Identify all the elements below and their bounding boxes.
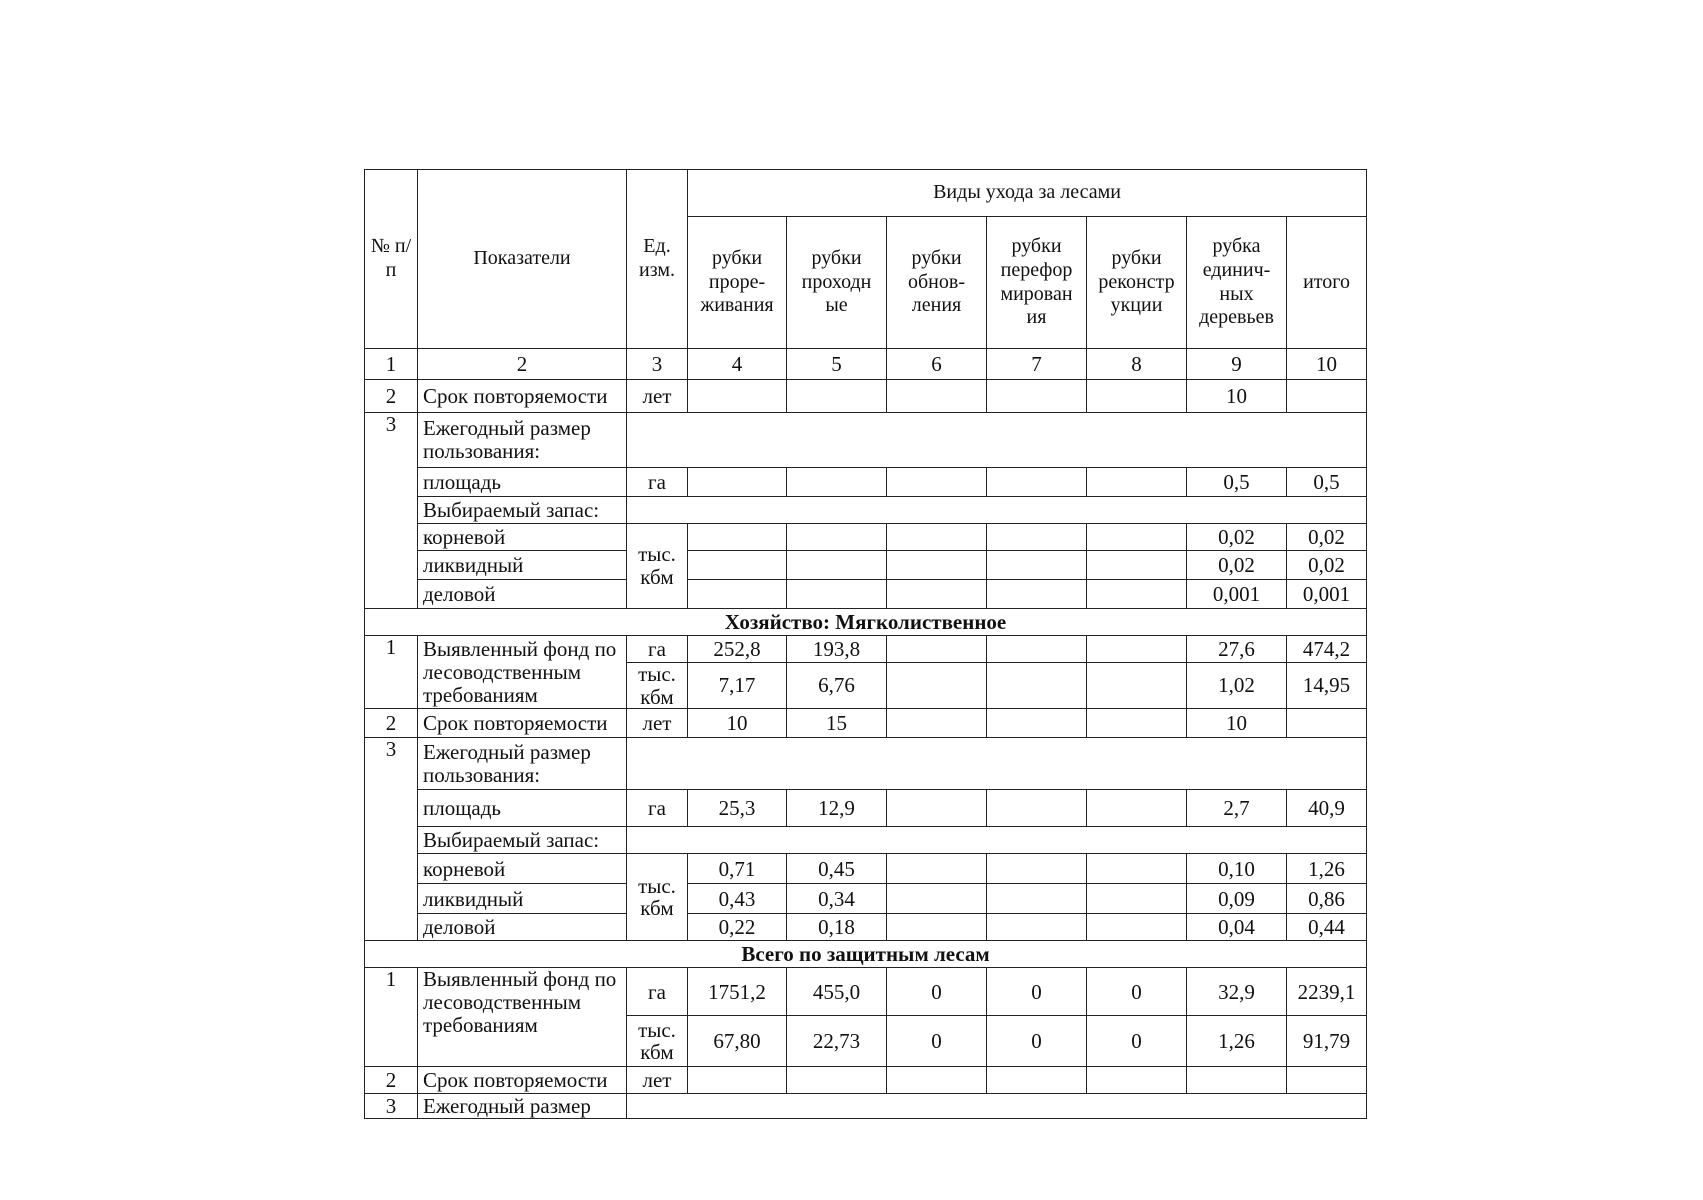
row-unit: тыс. кбм [627,1016,688,1067]
row-num: 3 [365,738,418,941]
cell-value: 0,02 [1287,551,1367,580]
header-type: рубки проходн ые [787,217,887,349]
empty-cell [627,738,1367,790]
cell-value: 0,22 [688,914,787,941]
cell-value [987,524,1087,551]
table-row [365,1094,1367,1119]
cell-value [1287,380,1367,413]
cell-value [987,790,1087,827]
cell-value [987,551,1087,580]
cell-value: 1751,2 [688,968,787,1016]
cell-value [1087,790,1187,827]
cell-value [688,1067,787,1094]
table-row [365,884,1367,914]
row-num: 3 [365,413,418,609]
cell-value [987,854,1087,884]
cell-value [787,580,887,609]
cell-value: 0,86 [1287,884,1367,914]
cell-value [688,524,787,551]
table-row [365,914,1367,941]
cell-value [1087,551,1187,580]
column-number: 2 [418,349,627,380]
cell-value [887,884,987,914]
table-row [365,497,1367,524]
cell-value [887,636,987,663]
cell-value [1087,636,1187,663]
table-row [365,827,1367,854]
cell-value: 0,71 [688,854,787,884]
column-number: 4 [688,349,787,380]
column-number: 9 [1187,349,1287,380]
cell-value: 12,9 [787,790,887,827]
cell-value [787,1067,887,1094]
cell-value: 0,44 [1287,914,1367,941]
row-label: Срок повторяемости [418,709,627,738]
row-label: ликвидный [418,884,627,914]
column-number: 1 [365,349,418,380]
header-type: рубки обнов-ления [887,217,987,349]
cell-value [987,914,1087,941]
cell-value: 0,02 [1187,551,1287,580]
column-number: 8 [1087,349,1187,380]
cell-value: 1,26 [1187,1016,1287,1067]
cell-value: 0,5 [1187,468,1287,497]
row-unit: га [627,468,688,497]
table-row [365,854,1367,884]
row-label: площадь [418,468,627,497]
cell-value [1087,468,1187,497]
row-label: Срок повторяемости [418,1067,627,1094]
row-num: 2 [365,380,418,413]
cell-value [1087,663,1187,709]
row-unit: лет [627,380,688,413]
table-row [365,709,1367,738]
header-type: рубки перефор мирован ия [987,217,1087,349]
cell-value [887,663,987,709]
empty-cell [627,413,1367,468]
row-label: деловой [418,580,627,609]
cell-value [987,1067,1087,1094]
cell-value: 0,02 [1287,524,1367,551]
cell-value: 7,17 [688,663,787,709]
header-num: № п/п [365,170,418,349]
cell-value [688,551,787,580]
cell-value: 0,10 [1187,854,1287,884]
cell-value [987,636,1087,663]
cell-value [987,884,1087,914]
cell-value: 0,001 [1187,580,1287,609]
cell-value [1187,1067,1287,1094]
row-unit: га [627,636,688,663]
row-label: корневой [418,854,627,884]
empty-cell [627,497,1367,524]
section-row [365,609,1367,636]
cell-value: 0,34 [787,884,887,914]
cell-value: 193,8 [787,636,887,663]
cell-value: 0,43 [688,884,787,914]
cell-value: 0 [887,968,987,1016]
cell-value: 0 [1087,968,1187,1016]
cell-value [1287,709,1367,738]
row-num: 3 [365,1094,418,1119]
table-row [365,580,1367,609]
section-row [365,941,1367,968]
cell-value [1087,524,1187,551]
row-label: Выбираемый запас: [418,497,627,524]
cell-value: 91,79 [1287,1016,1367,1067]
header-type: рубки реконстр укции [1087,217,1187,349]
cell-value [1087,854,1187,884]
cell-value: 40,9 [1287,790,1367,827]
row-label: Ежегодный размер пользования: [418,738,627,790]
cell-value [787,468,887,497]
empty-cell [627,827,1367,854]
cell-value: 22,73 [787,1016,887,1067]
row-unit: лет [627,709,688,738]
cell-value: 10 [1187,709,1287,738]
cell-value [887,468,987,497]
header-indicator: Показатели [418,170,627,349]
cell-value: 0,02 [1187,524,1287,551]
cell-value: 67,80 [688,1016,787,1067]
row-unit: лет [627,1067,688,1094]
table-row [365,1067,1367,1094]
cell-value [787,551,887,580]
cell-value: 474,2 [1287,636,1367,663]
cell-value [987,468,1087,497]
row-unit: тыс. кбм [627,663,688,709]
cell-value: 6,76 [787,663,887,709]
cell-value [987,663,1087,709]
cell-value [887,709,987,738]
row-unit: тыс. кбм [627,854,688,941]
table-row [365,413,1367,468]
column-number-row [365,349,1367,380]
row-unit: тыс. кбм [627,524,688,609]
row-num: 2 [365,1067,418,1094]
cell-value [987,580,1087,609]
row-label: Срок повторяемости [418,380,627,413]
cell-value: 0 [887,1016,987,1067]
forest-care-table [364,169,1367,1119]
empty-cell [627,1094,1367,1119]
cell-value [1087,580,1187,609]
cell-value [787,524,887,551]
table-row [365,524,1367,551]
table-row [365,551,1367,580]
row-label: Ежегодный размер [418,1094,627,1119]
cell-value: 0,18 [787,914,887,941]
cell-value [887,580,987,609]
row-label: Выбираемый запас: [418,827,627,854]
header-row-1 [365,170,1367,217]
cell-value: 0 [987,1016,1087,1067]
row-label: деловой [418,914,627,941]
cell-value: 32,9 [1187,968,1287,1016]
cell-value [887,854,987,884]
cell-value: 25,3 [688,790,787,827]
row-num: 1 [365,636,418,709]
row-label: Выявленный фонд по лесоводственным требованиям [418,968,627,1067]
table-row [365,738,1367,790]
cell-value: 0,09 [1187,884,1287,914]
cell-value [887,380,987,413]
table-row [365,380,1367,413]
row-num: 2 [365,709,418,738]
cell-value [1087,709,1187,738]
header-group: Виды ухода за лесами [688,170,1367,217]
cell-value [987,380,1087,413]
cell-value: 252,8 [688,636,787,663]
cell-value: 455,0 [787,968,887,1016]
row-label: ликвидный [418,551,627,580]
column-number: 3 [627,349,688,380]
row-unit: га [627,790,688,827]
cell-value: 0,45 [787,854,887,884]
section-title: Хозяйство: Мягколиственное [365,609,1367,636]
table-row [365,468,1367,497]
cell-value [1087,884,1187,914]
cell-value [887,914,987,941]
table-row [365,968,1367,1016]
cell-value [1087,380,1187,413]
cell-value: 0,04 [1187,914,1287,941]
cell-value: 10 [1187,380,1287,413]
column-number: 7 [987,349,1087,380]
cell-value: 14,95 [1287,663,1367,709]
cell-value: 2239,1 [1287,968,1367,1016]
cell-value [1287,1067,1367,1094]
cell-value [887,1067,987,1094]
cell-value: 1,02 [1187,663,1287,709]
cell-value: 2,7 [1187,790,1287,827]
cell-value: 0 [987,968,1087,1016]
row-label: корневой [418,524,627,551]
section-title: Всего по защитным лесам [365,941,1367,968]
header-type: рубка единич-ных деревьев [1187,217,1287,349]
column-number: 10 [1287,349,1367,380]
column-number: 5 [787,349,887,380]
cell-value: 27,6 [1187,636,1287,663]
header-type: итого [1287,217,1367,349]
cell-value [887,551,987,580]
cell-value [887,524,987,551]
row-label: Выявленный фонд по лесоводственным требованиям [418,636,627,709]
cell-value [1087,1067,1187,1094]
column-number: 6 [887,349,987,380]
cell-value: 10 [688,709,787,738]
table-row [365,636,1367,663]
cell-value [1087,914,1187,941]
row-num: 1 [365,968,418,1067]
cell-value [887,790,987,827]
cell-value: 0 [1087,1016,1187,1067]
cell-value [688,468,787,497]
cell-value [688,380,787,413]
cell-value [688,580,787,609]
row-unit: га [627,968,688,1016]
cell-value [987,709,1087,738]
cell-value: 0,5 [1287,468,1367,497]
header-unit: Ед. изм. [627,170,688,349]
row-label: Ежегодный размер пользования: [418,413,627,468]
row-label: площадь [418,790,627,827]
cell-value: 0,001 [1287,580,1367,609]
header-type: рубки проре-живания [688,217,787,349]
cell-value [787,380,887,413]
table-row [365,790,1367,827]
cell-value: 15 [787,709,887,738]
cell-value: 1,26 [1287,854,1367,884]
